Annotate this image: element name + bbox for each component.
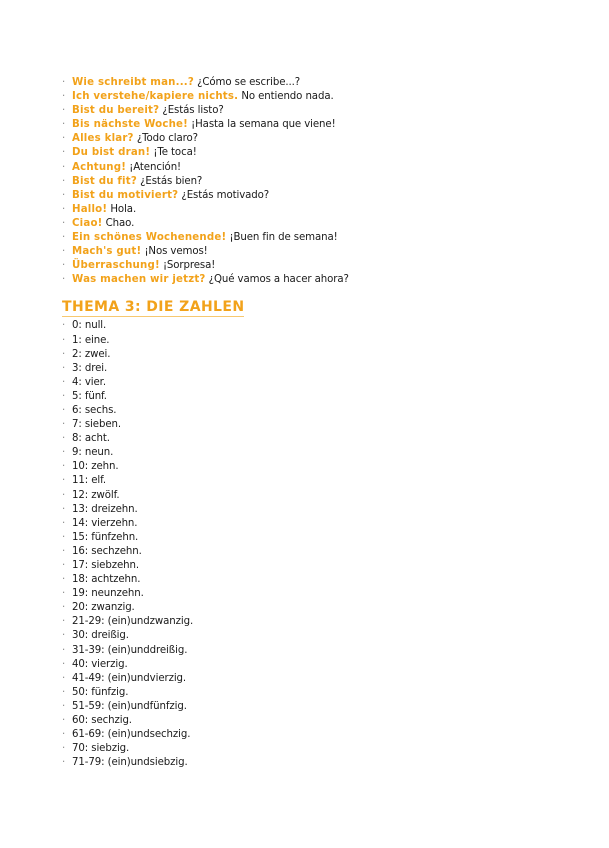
list-item: [62, 700, 562, 714]
german-phrase: Bis nächste Woche!: [72, 119, 188, 131]
list-item: [62, 390, 562, 404]
number-entry: 61-69: (ein)undsechzig.: [72, 729, 191, 741]
bullet-icon: ·: [62, 447, 66, 459]
number-entry: 3: drei.: [72, 362, 108, 374]
list-item: [62, 203, 562, 217]
bullet-icon: ·: [62, 644, 66, 656]
bullet-icon: ·: [62, 376, 66, 388]
bullet-icon: ·: [62, 161, 66, 173]
list-item: [62, 573, 562, 587]
number-entry: 16: sechzehn.: [72, 545, 142, 557]
section-heading: THEMA 3: DIE ZAHLEN: [62, 299, 245, 316]
numbers-list: [62, 319, 562, 770]
spanish-translation: ¡Atención!: [129, 161, 182, 173]
bullet-icon: ·: [62, 729, 66, 741]
list-item: [62, 217, 562, 231]
list-item: [62, 728, 562, 742]
spanish-translation: No entiendo nada.: [241, 91, 334, 103]
bullet-icon: ·: [62, 77, 66, 88]
german-phrase: Alles klar?: [72, 133, 134, 145]
number-entry: 50: fünfzig.: [72, 686, 129, 698]
number-entry: 6: sechs.: [72, 404, 117, 416]
bullet-icon: ·: [62, 390, 66, 402]
spanish-translation: ¡Hasta la semana que viene!: [191, 119, 336, 131]
bullet-icon: ·: [62, 246, 66, 258]
german-phrase: Ich verstehe/kapiere nichts.: [72, 91, 239, 103]
list-item: [62, 245, 562, 259]
list-item: [62, 273, 562, 287]
bullet-icon: ·: [62, 545, 66, 557]
bullet-icon: ·: [62, 574, 66, 586]
list-item: [62, 404, 562, 418]
list-item: [62, 601, 562, 615]
bullet-icon: ·: [62, 588, 66, 600]
spanish-translation: Chao.: [105, 217, 135, 229]
spanish-translation: ¿Cómo se escribe...?: [197, 77, 301, 88]
spanish-translation: ¡Te toca!: [153, 147, 197, 159]
number-entry: 70: siebzig.: [72, 743, 130, 755]
number-entry: 14: vierzehn.: [72, 517, 138, 529]
bullet-icon: ·: [62, 320, 66, 332]
number-entry: 40: vierzig.: [72, 658, 128, 670]
list-item: [62, 587, 562, 601]
list-item: [62, 644, 562, 658]
number-entry: 13: dreizehn.: [72, 503, 138, 515]
list-item: [62, 161, 562, 175]
german-phrase: Bist du bereit?: [72, 105, 160, 117]
bullet-icon: ·: [62, 757, 66, 769]
list-item: [62, 319, 562, 333]
list-item: [62, 132, 562, 146]
list-item: [62, 742, 562, 756]
number-entry: 41-49: (ein)undvierzig.: [72, 672, 187, 684]
bullet-icon: ·: [62, 433, 66, 445]
document-page: [62, 76, 562, 770]
number-entry: 5: fünf.: [72, 390, 107, 402]
number-entry: 10: zehn.: [72, 461, 119, 473]
number-entry: 31-39: (ein)unddreißig.: [72, 644, 188, 656]
list-item: [62, 90, 562, 104]
bullet-icon: ·: [62, 658, 66, 670]
bullet-icon: ·: [62, 260, 66, 272]
list-item: [62, 658, 562, 672]
list-item: [62, 517, 562, 531]
number-entry: 71-79: (ein)undsiebzig.: [72, 757, 188, 769]
list-item: [62, 118, 562, 132]
list-item: [62, 76, 562, 90]
bullet-icon: ·: [62, 461, 66, 473]
list-item: [62, 446, 562, 460]
bullet-icon: ·: [62, 189, 66, 201]
bullet-icon: ·: [62, 119, 66, 131]
number-entry: 1: eine.: [72, 334, 110, 346]
list-item: [62, 503, 562, 517]
bullet-icon: ·: [62, 105, 66, 117]
list-item: [62, 615, 562, 629]
german-phrase: Ein schönes Wochenende!: [72, 232, 227, 244]
german-phrase: Achtung!: [72, 161, 127, 173]
list-item: [62, 559, 562, 573]
list-item: [62, 629, 562, 643]
german-phrase: Ciao!: [72, 217, 103, 229]
list-item: [62, 259, 562, 273]
number-entry: 11: elf.: [72, 475, 107, 487]
number-entry: 4: vier.: [72, 376, 106, 388]
bullet-icon: ·: [62, 232, 66, 244]
list-item: [62, 376, 562, 390]
number-entry: 20: zwanzig.: [72, 602, 135, 614]
bullet-icon: ·: [62, 616, 66, 628]
bullet-icon: ·: [62, 348, 66, 360]
bullet-icon: ·: [62, 743, 66, 755]
number-entry: 2: zwei.: [72, 348, 111, 360]
list-item: [62, 362, 562, 376]
german-phrase: Überraschung!: [72, 260, 160, 272]
spanish-translation: Hola.: [110, 203, 137, 215]
bullet-icon: ·: [62, 274, 66, 286]
bullet-icon: ·: [62, 517, 66, 529]
bullet-icon: ·: [62, 700, 66, 712]
list-item: [62, 531, 562, 545]
spanish-translation: ¡Sorpresa!: [162, 260, 216, 272]
number-entry: 18: achtzehn.: [72, 574, 141, 586]
spanish-translation: ¡Nos vemos!: [144, 246, 208, 258]
german-phrase: Mach's gut!: [72, 246, 142, 258]
spanish-translation: ¿Estás motivado?: [181, 189, 270, 201]
german-phrase: Was machen wir jetzt?: [72, 274, 206, 286]
list-item: [62, 104, 562, 118]
list-item: [62, 714, 562, 728]
german-phrase: Bist du motiviert?: [72, 189, 179, 201]
list-item: [62, 686, 562, 700]
phrase-list: [62, 76, 562, 287]
bullet-icon: ·: [62, 715, 66, 727]
list-item: [62, 175, 562, 189]
bullet-icon: ·: [62, 203, 66, 215]
spanish-translation: ¿Todo claro?: [136, 133, 198, 145]
number-entry: 60: sechzig.: [72, 715, 132, 727]
number-entry: 17: siebzehn.: [72, 560, 139, 571]
list-item: [62, 146, 562, 160]
number-entry: 19: neunzehn.: [72, 588, 144, 600]
bullet-icon: ·: [62, 362, 66, 374]
number-entry: 15: fünfzehn.: [72, 531, 139, 543]
german-phrase: Du bist dran!: [72, 147, 151, 159]
number-entry: 21-29: (ein)undzwanzig.: [72, 616, 194, 628]
bullet-icon: ·: [62, 531, 66, 543]
spanish-translation: ¿Estás listo?: [162, 105, 224, 117]
number-entry: 9: neun.: [72, 447, 114, 459]
bullet-icon: ·: [62, 147, 66, 159]
german-phrase: Wie schreibt man...?: [72, 77, 194, 88]
number-entry: 12: zwölf.: [72, 489, 120, 501]
bullet-icon: ·: [62, 175, 66, 187]
bullet-icon: ·: [62, 91, 66, 103]
german-phrase: Hallo!: [72, 203, 108, 215]
spanish-translation: ¿Estás bien?: [140, 175, 203, 187]
bullet-icon: ·: [62, 217, 66, 229]
bullet-icon: ·: [62, 475, 66, 487]
list-item: [62, 334, 562, 348]
list-item: [62, 432, 562, 446]
list-item: [62, 474, 562, 488]
bullet-icon: ·: [62, 560, 66, 571]
german-phrase: Bist du fit?: [72, 175, 137, 187]
bullet-icon: ·: [62, 419, 66, 431]
number-entry: 8: acht.: [72, 433, 110, 445]
list-item: [62, 756, 562, 770]
bullet-icon: ·: [62, 133, 66, 145]
bullet-icon: ·: [62, 404, 66, 416]
spanish-translation: ¡Buen fin de semana!: [229, 232, 338, 244]
bullet-icon: ·: [62, 630, 66, 642]
number-entry: 30: dreißig.: [72, 630, 129, 642]
bullet-icon: ·: [62, 602, 66, 614]
list-item: [62, 460, 562, 474]
number-entry: 7: sieben.: [72, 419, 121, 431]
number-entry: 0: null.: [72, 320, 107, 332]
bullet-icon: ·: [62, 686, 66, 698]
list-item: [62, 418, 562, 432]
bullet-icon: ·: [62, 503, 66, 515]
list-item: [62, 489, 562, 503]
list-item: [62, 189, 562, 203]
bullet-icon: ·: [62, 489, 66, 501]
list-item: [62, 231, 562, 245]
list-item: [62, 545, 562, 559]
spanish-translation: ¿Qué vamos a hacer ahora?: [208, 274, 349, 286]
list-item: [62, 672, 562, 686]
number-entry: 51-59: (ein)undfünfzig.: [72, 700, 187, 712]
bullet-icon: ·: [62, 672, 66, 684]
list-item: [62, 348, 562, 362]
bullet-icon: ·: [62, 334, 66, 346]
